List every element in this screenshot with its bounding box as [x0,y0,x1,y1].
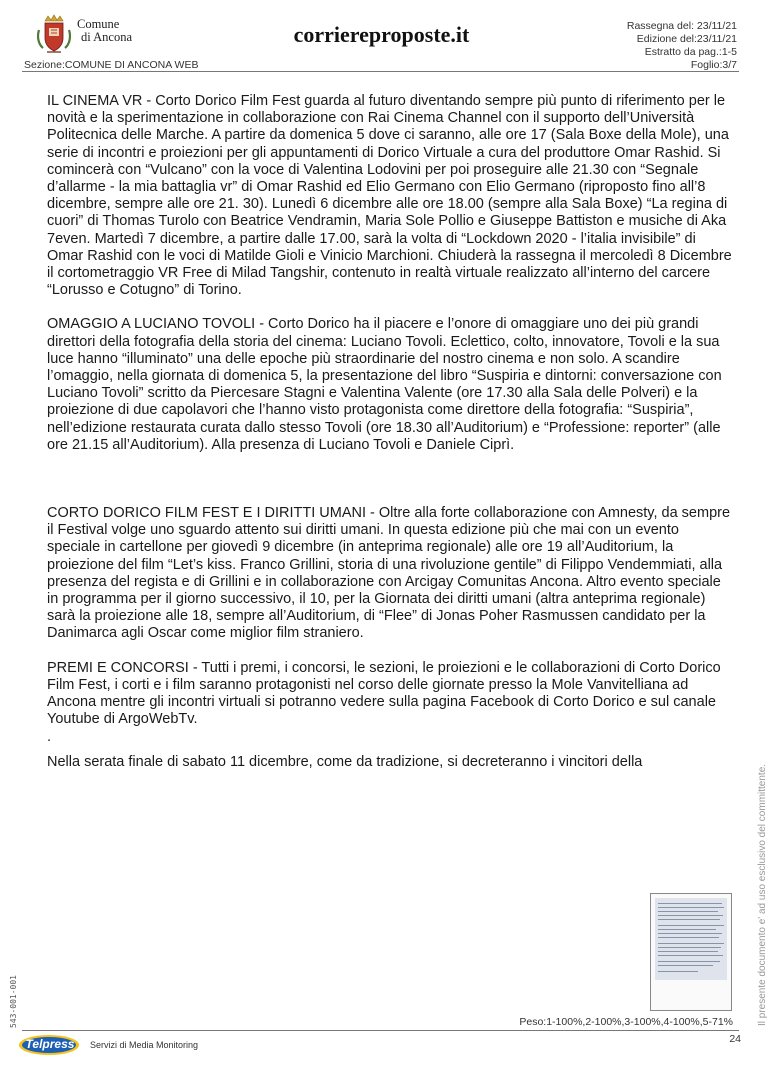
paragraph-premi-concorsi: PREMI E CONCORSI - Tutti i premi, i concorsi, le sezioni, le proiezioni e le collaborazioni di Corto Dorico Film Fest, i corti e i film saranno protagonisti nel corso delle giornate presso la Mole Vanvitelliana ad Ancona mentre gli incontri virtuali si potranno vedere sulla pagina Facebook di Corto Dorico e sul canale Youtube di ArgoWebTv. [47,659,721,728]
extract-pages: Estratto da pag.:1-5 [644,46,737,58]
paragraph-omaggio-tovoli: OMAGGIO A LUCIANO TOVOLI - Corto Dorico ha il piacere e l’onore di omaggiare uno dei più grandi direttori della fotografia della storia del cinema: Luciano Tovoli. Eclettico, colto, innovatore, Tovoli e la sua luce hanno “illuminato” una delle epoche più straordinarie del nostro cinema e non solo. A scandire l’omaggio, nella giornata di domenica 5, la presentazione del libro “Suspiria e dintorni: conversazione con Luciano Tovoli” scritto da Piercesare Stagni e Valentina Valente (ore 17.30 alla Sala delle Polveri) e la proiezione di due capolavori che l’hanno visto protagonista come direttore della fotografia: “Suspiria”, nell’edizione restaurata curata dallo stesso Tovoli (ore 18.30 all’Auditorium) e “Professione: reporter” (alle ore 21.15 all’Auditorium). Alla presenza di Luciano Tovoli e Daniele Ciprì. [47,316,722,453]
publication-title: corriereproposte.it [293,22,470,47]
disclaimer-vertical: Il presente documento e' ad uso esclusivo del committente. [757,763,768,1026]
page-thumbnail [650,893,732,1011]
weight-percentages: Peso:1-100%,2-100%,3-100%,4-100%,5-71% [519,1016,733,1028]
service-label: Servizi di Media Monitoring [90,1040,199,1050]
rassegna-date: Rassegna del: 23/11/21 [626,20,737,32]
sheet-number: Foglio:3/7 [690,59,737,71]
paragraph-cinema-vr: IL CINEMA VR - Corto Dorico Film Fest guarda al futuro diventando sempre più punto di riferimento per le novità e la sperimentazione in collaborazione con Rai Cinema Channel con il supporto dell’Università Politecnica delle Marche. A partire da domenica 5 dove ci saranno, alle ore 17 (Sala Boxe della Mole), una serie di incontri e proiezioni per gli appuntamenti di Dorico Virtuale a cura del produttore Omar Rashid. Si comincerà con “Vulcano” con la voce di Valentina Lodovini per poi proseguire alle 21.30 con “Segnale d’allarme - la mia battaglia vr” di Omar Rashid ed Elio Germano con Elio Germano (riproposto fino all’8 dicembre, sempre alle ore 21. 30). Lunedì 6 dicembre alle ore 18.00 (sempre alla Sala Boxe) “La regina di cuori” di Thomas Turolo con Beatrice Vendramin, Maria Sole Pollio e Giuseppe Battiston e musiche di Aka 7even. Martedì 7 dicembre, a partire dalle 17.00, sarà la volta di “Lockdown 2020 - l’italia invisibile” di Omar Rashid con le voci di Matilde Gioli e Vinicio Marchioni. Chiuderà la rassegna il mercoledì 8 Dicembre il cortometraggio VR Free di Milad Tangshir, contenuto in realtà virtuale realizzato all’interno del carcere “Lorusso e Cotugno” di Torino. [47,93,732,299]
document-code: 543-001-001 [9,975,18,1028]
clipping-metadata [627,20,737,72]
paragraph-diritti-umani: CORTO DORICO FILM FEST E I DIRITTI UMANI - Oltre alla forte collaborazione con Amnesty, da sempre il Festival volge uno sguardo attento sui diritti umani. In questa edizione più che mai con un evento speciale in cartellone per giovedì 9 dicembre (in anteprima regionale) alle ore 19 all’Auditorium, la proiezione del film “Let’s kiss. Franco Grillini, storia di una rivoluzione gentile” di Filippo Vendemmiati, alla presenza del regista e di Grillini e in collaborazione con Arcigay Comunitas Ancona. Altro evento speciale in programma per il giorno successivo, il 10, per la Giornata dei diritti umani (altra anteprima regionale) sarà la proiezione alle 18, sempre all’Auditorium, di “Flee” di Jonas Poher Rasmussen candidato per la Danimarca agli Oscar come miglior film straniero. [47,505,731,642]
page-number: 24 [729,1033,741,1045]
comune-name-line2: di Ancona [81,30,133,44]
comune-name-line1: Comune [77,17,120,31]
thumbnail-page-image [655,898,727,980]
telpress-logo-text: Telpress [25,1037,75,1051]
edition-date: Edizione del:23/11/21 [636,33,737,45]
header-divider [22,71,739,72]
article-body [47,93,733,771]
section-label: Sezione:COMUNE DI ANCONA WEB [24,59,199,71]
stray-dot: . [47,728,52,745]
paragraph-serata-finale: Nella serata finale di sabato 11 dicembre, come da tradizione, si decreteranno i vincitori della [47,753,643,770]
footer-divider [22,1030,739,1031]
